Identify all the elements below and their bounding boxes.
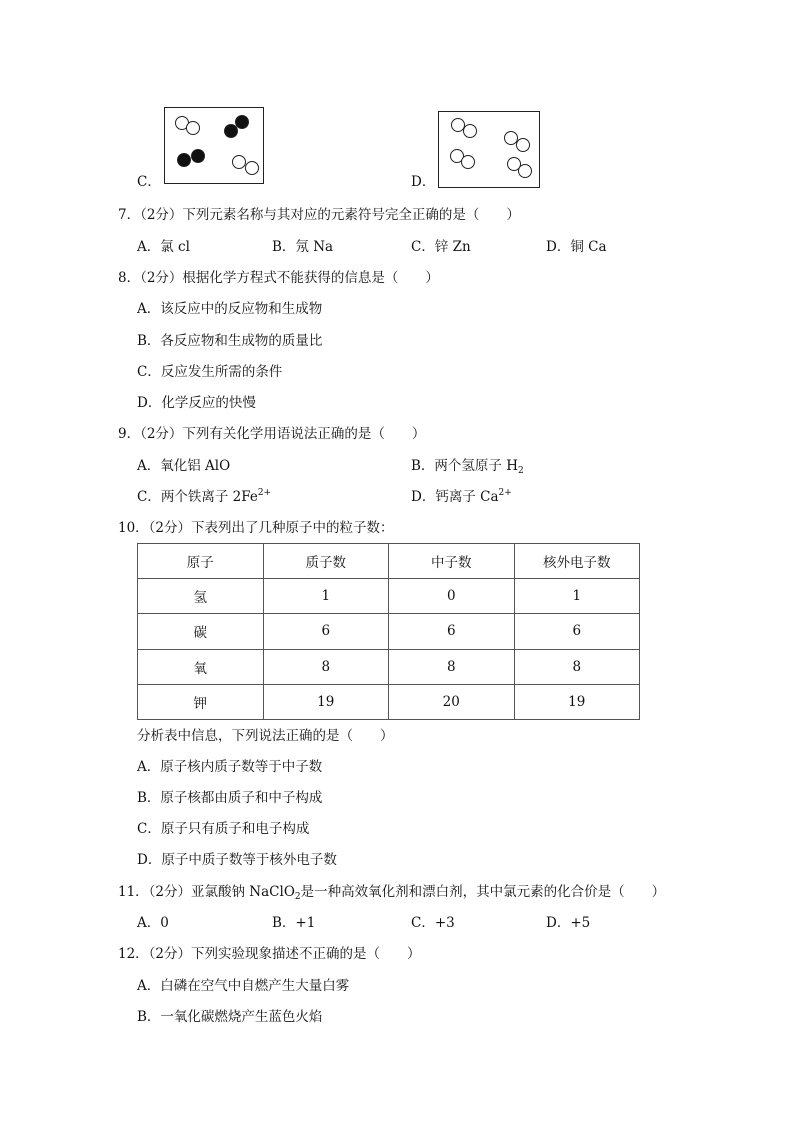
table-cell: 1	[263, 579, 389, 614]
atom-particle-table	[137, 543, 640, 720]
table-row	[138, 649, 640, 684]
black-atom	[177, 153, 191, 167]
q10-option-d: D．原子中质子数等于核外电子数	[137, 852, 337, 868]
q7-option-b: B．氖 Na	[272, 239, 334, 255]
q6-option-c-label: C．	[137, 174, 161, 190]
q9-option-c	[137, 487, 271, 507]
q11-option-a: A．0	[137, 915, 169, 931]
q6-option-c-diagram	[164, 107, 264, 184]
black-atom	[191, 149, 205, 163]
table-header-cell: 原子	[138, 544, 264, 579]
white-atom	[516, 138, 530, 152]
table-header-cell: 核外电子数	[514, 544, 640, 579]
q11-stem-post: 是一种高效氧化剂和漂白剂，其中氯元素的化合价是（ ）	[300, 884, 666, 900]
q11-option-c: C．+3	[411, 915, 455, 931]
q12-stem: 12．（2分）下列实验现象描述不正确的是（ ）	[118, 946, 421, 962]
q11-stem-pre: 11．（2分）亚氯酸钠 NaClO	[118, 884, 295, 900]
table-cell: 钾	[138, 684, 264, 719]
q11-stem	[118, 882, 665, 902]
table-header-row	[138, 544, 640, 579]
table-cell: 0	[389, 579, 515, 614]
q9-option-a: A．氧化铝 AlO	[137, 458, 231, 474]
q9-stem: 9．（2分）下列有关化学用语说法正确的是（ ）	[118, 426, 426, 442]
table-cell: 氢	[138, 579, 264, 614]
q8-option-c: C．反应发生所需的条件	[137, 364, 283, 380]
white-atom	[518, 164, 532, 178]
q10-sub-stem: 分析表中信息，下列说法正确的是（ ）	[137, 728, 394, 744]
table-cell: 19	[514, 684, 640, 719]
q9-option-b	[411, 456, 524, 476]
table-cell: 氧	[138, 649, 264, 684]
table-row	[138, 579, 640, 614]
white-atom	[186, 121, 200, 135]
table-cell: 19	[263, 684, 389, 719]
table-cell: 8	[514, 649, 640, 684]
q9-option-c-superscript: 2+	[257, 488, 272, 498]
white-atom	[461, 155, 475, 169]
q8-option-d: D．化学反应的快慢	[137, 395, 256, 411]
q12-option-a: A．白磷在空气中自燃产生大量白雾	[137, 978, 350, 994]
q11-stem-subscript: 2	[294, 892, 301, 902]
q10-option-c: C．原子只有质子和电子构成	[137, 821, 310, 837]
table-cell: 碳	[138, 614, 264, 649]
table-row	[138, 614, 640, 649]
table-header-cell: 质子数	[263, 544, 389, 579]
q9-option-b-text: B．两个氢原子 H	[411, 458, 518, 474]
q6-option-d-label: D．	[411, 174, 436, 190]
q11-option-d: D．+5	[546, 915, 591, 931]
q10-option-a: A．原子核内质子数等于中子数	[137, 759, 323, 775]
table-cell: 1	[514, 579, 640, 614]
q6-option-d-diagram	[438, 111, 540, 188]
white-atom	[463, 124, 477, 138]
q10-stem: 10．（2分）下表列出了几种原子中的粒子数：	[118, 520, 394, 536]
q9-option-b-subscript: 2	[518, 466, 524, 476]
q10-option-b: B．原子核都由质子和中子构成	[137, 790, 323, 806]
q7-option-a: A．氯 cl	[137, 239, 190, 255]
table-cell: 6	[514, 614, 640, 649]
table-row	[138, 684, 640, 719]
q9-option-d-text: D．钙离子 Ca	[411, 489, 499, 505]
q9-option-d-superscript: 2+	[498, 488, 512, 498]
white-atom	[245, 161, 259, 175]
q8-stem: 8．（2分）根据化学方程式不能获得的信息是（ ）	[118, 270, 439, 286]
q9-option-d	[411, 487, 512, 507]
q8-option-b: B．各反应物和生成物的质量比	[137, 333, 323, 349]
table-cell: 6	[263, 614, 389, 649]
table-cell: 8	[389, 649, 515, 684]
table-cell: 6	[389, 614, 515, 649]
black-atom	[235, 115, 249, 129]
white-atom	[232, 155, 246, 169]
q7-option-c: C．锌 Zn	[411, 239, 471, 255]
q7-stem: 7．（2分）下列元素名称与其对应的元素符号完全正确的是（ ）	[118, 207, 520, 223]
table-header-cell: 中子数	[389, 544, 515, 579]
q9-option-c-text: C．两个铁离子 2Fe	[137, 489, 258, 505]
q7-option-d: D．铜 Ca	[546, 239, 607, 255]
table-cell: 8	[263, 649, 389, 684]
q11-option-b: B．+1	[272, 915, 316, 931]
q8-option-a: A．该反应中的反应物和生成物	[137, 301, 323, 317]
table-cell: 20	[389, 684, 515, 719]
q12-option-b: B．一氧化碳燃烧产生蓝色火焰	[137, 1009, 323, 1025]
